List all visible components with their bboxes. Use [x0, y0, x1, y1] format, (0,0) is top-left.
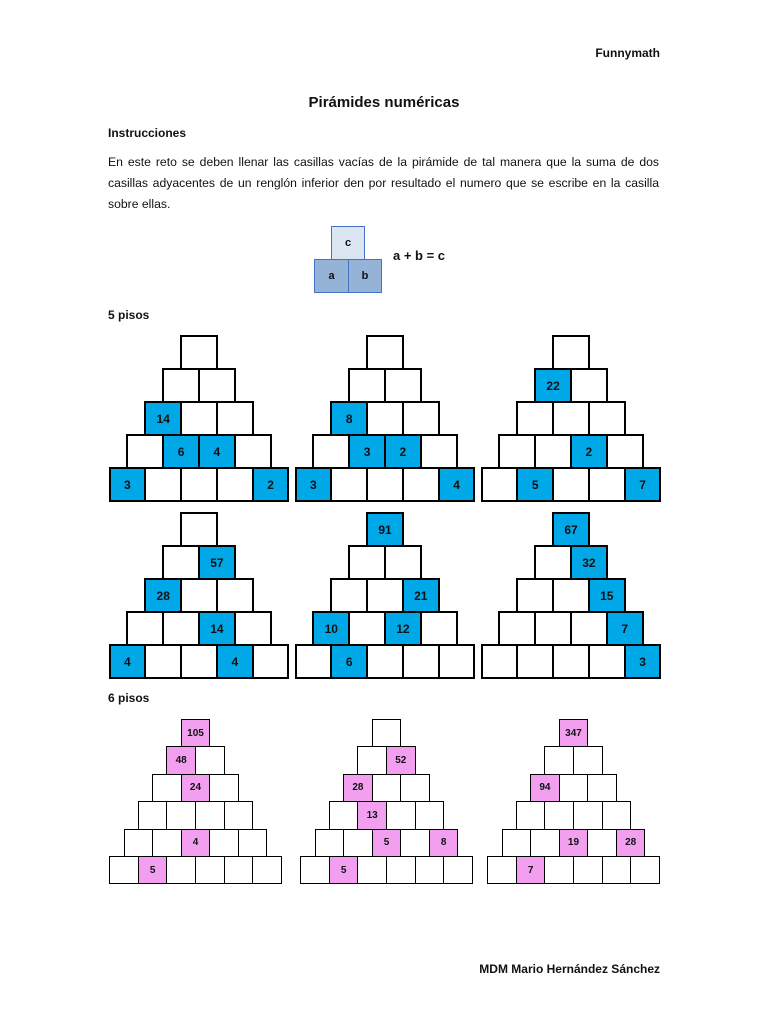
pyramid-cell-given: 105	[181, 719, 211, 747]
pyramid-cell-empty[interactable]	[587, 829, 617, 857]
pyramid-cell-empty[interactable]	[312, 434, 350, 469]
pyramid-cell-given: 4	[109, 644, 147, 679]
pyramid-cell-given: 28	[343, 774, 373, 802]
pyramid-cell-empty[interactable]	[481, 467, 519, 502]
legend-cell-b: b	[348, 259, 382, 293]
pyramid-cell-empty[interactable]	[209, 829, 239, 857]
pyramid-cell-empty[interactable]	[415, 801, 445, 829]
pyramid-cell-empty[interactable]	[329, 801, 359, 829]
pyramid-cell-given: 8	[330, 401, 368, 436]
pyramid-cell-empty[interactable]	[209, 774, 239, 802]
pyramid-cell-empty[interactable]	[252, 856, 282, 884]
pyramid-cell-empty[interactable]	[144, 467, 182, 502]
pyramid-cell-given: 21	[402, 578, 440, 613]
pyramid-cell-given: 13	[357, 801, 387, 829]
pyramid-cell-empty[interactable]	[384, 545, 422, 580]
pyramid-cell-empty[interactable]	[573, 856, 603, 884]
pyramid-cell-given: 12	[384, 611, 422, 646]
pyramid-cell-empty[interactable]	[630, 856, 660, 884]
pyramid-cell-empty[interactable]	[126, 434, 164, 469]
pyramid-cell-empty[interactable]	[570, 611, 608, 646]
pyramid-cell-empty[interactable]	[602, 856, 632, 884]
pyramid-cell-given: 19	[559, 829, 589, 857]
pyramid-cell-empty[interactable]	[216, 401, 254, 436]
instructions-text: En este reto se deben llenar las casillas vacías de la pirámide de tal manera que la suma de dos casillas adyacentes de un renglón inferior den por resultado el numero que se escribe en la casilla sobre ellas.	[108, 155, 659, 211]
pyramid-cell-empty[interactable]	[534, 611, 572, 646]
pyramid-cell-empty[interactable]	[180, 467, 218, 502]
pyramid-cell-empty[interactable]	[366, 401, 404, 436]
pyramid-cell-empty[interactable]	[516, 644, 554, 679]
pyramid-cell-empty[interactable]	[552, 467, 590, 502]
pyramid-cell-given: 6	[162, 434, 200, 469]
pyramid-cell-empty[interactable]	[415, 856, 445, 884]
pyramid-cell-given: 347	[559, 719, 589, 747]
pyramid-cell-empty[interactable]	[400, 829, 430, 857]
pyramid-cell-empty[interactable]	[300, 856, 330, 884]
pyramid-cell-empty[interactable]	[559, 774, 589, 802]
pyramid-cell-empty[interactable]	[402, 467, 440, 502]
pyramid-cell-empty[interactable]	[216, 467, 254, 502]
pyramid-cell-empty[interactable]	[602, 801, 632, 829]
pyramid-cell-given: 4	[216, 644, 254, 679]
pyramid-cell-given: 6	[330, 644, 368, 679]
pyramid-cell-empty[interactable]	[552, 578, 590, 613]
header-brand: Funnymath	[595, 46, 660, 60]
pyramid-cell-given: 7	[516, 856, 546, 884]
pyramid-cell-empty[interactable]	[180, 578, 218, 613]
pyramid-cell-empty[interactable]	[534, 434, 572, 469]
pyramid-cell-given: 91	[366, 512, 404, 547]
pyramid-cell-empty[interactable]	[224, 856, 254, 884]
pyramid-cell-empty[interactable]	[570, 368, 608, 403]
pyramid-cell-empty[interactable]	[138, 801, 168, 829]
pyramid-cell-given: 10	[312, 611, 350, 646]
pyramid-cell-empty[interactable]	[400, 774, 430, 802]
pyramid-cell-empty[interactable]	[180, 401, 218, 436]
pyramid-cell-given: 14	[144, 401, 182, 436]
pyramid-cell-empty[interactable]	[552, 644, 590, 679]
pyramid-cell-empty[interactable]	[534, 545, 572, 580]
pyramid-cell-given: 5	[516, 467, 554, 502]
pyramid-cell-empty[interactable]	[372, 774, 402, 802]
pyramid-cell-empty[interactable]	[498, 611, 536, 646]
section-5-pisos: 5 pisos	[108, 308, 150, 322]
pyramid-cell-given: 48	[166, 746, 196, 774]
pyramid-cell-empty[interactable]	[552, 335, 590, 370]
footer-author: MDM Mario Hernández Sánchez	[479, 962, 660, 976]
pyramid-cell-given: 3	[295, 467, 333, 502]
pyramid-cell-empty[interactable]	[195, 801, 225, 829]
pyramid-cell-empty[interactable]	[487, 856, 517, 884]
pyramid-cell-empty[interactable]	[420, 611, 458, 646]
pyramid-cell-empty[interactable]	[544, 746, 574, 774]
pyramid-cell-empty[interactable]	[386, 856, 416, 884]
pyramid-cell-empty[interactable]	[124, 829, 154, 857]
pyramid-cell-empty[interactable]	[330, 467, 368, 502]
pyramid-cell-empty[interactable]	[366, 644, 404, 679]
section-6-pisos: 6 pisos	[108, 691, 150, 705]
pyramid-cell-empty[interactable]	[162, 368, 200, 403]
pyramid-cell-given: 7	[606, 611, 644, 646]
legend-cell-a: a	[314, 259, 349, 293]
pyramid-cell-empty[interactable]	[348, 545, 386, 580]
pyramid-cell-empty[interactable]	[162, 611, 200, 646]
pyramid-cell-empty[interactable]	[588, 401, 626, 436]
pyramid-cell-empty[interactable]	[315, 829, 345, 857]
pyramid-cell-empty[interactable]	[573, 801, 603, 829]
pyramid-cell-given: 15	[588, 578, 626, 613]
pyramid-cell-given: 3	[109, 467, 147, 502]
pyramid-cell-empty[interactable]	[348, 368, 386, 403]
pyramid-cell-empty[interactable]	[234, 611, 272, 646]
pyramid-cell-empty[interactable]	[516, 401, 554, 436]
pyramid-cell-empty[interactable]	[152, 774, 182, 802]
pyramid-cell-empty[interactable]	[372, 719, 402, 747]
pyramid-cell-empty[interactable]	[348, 611, 386, 646]
pyramid-cell-given: 3	[624, 644, 662, 679]
pyramid-cell-empty[interactable]	[252, 644, 290, 679]
pyramid-cell-given: 32	[570, 545, 608, 580]
pyramid-cell-empty[interactable]	[343, 829, 373, 857]
pyramid-cell-empty[interactable]	[180, 512, 218, 547]
pyramid-cell-empty[interactable]	[224, 801, 254, 829]
pyramid-cell-empty[interactable]	[384, 368, 422, 403]
pyramid-cell-empty[interactable]	[516, 578, 554, 613]
pyramid-cell-given: 4	[198, 434, 236, 469]
pyramid-cell-empty[interactable]	[606, 434, 644, 469]
pyramid-cell-given: 94	[530, 774, 560, 802]
pyramid-cell-given: 2	[384, 434, 422, 469]
pyramid-cell-empty[interactable]	[126, 611, 164, 646]
pyramid-cell-empty[interactable]	[366, 467, 404, 502]
pyramid-cell-empty[interactable]	[443, 856, 473, 884]
pyramid-cell-empty[interactable]	[402, 401, 440, 436]
pyramid-cell-empty[interactable]	[573, 746, 603, 774]
pyramid-cell-given: 14	[198, 611, 236, 646]
pyramid-cell-given: 28	[616, 829, 646, 857]
pyramid-cell-empty[interactable]	[544, 856, 574, 884]
pyramid-cell-empty[interactable]	[198, 368, 236, 403]
pyramid-cell-given: 67	[552, 512, 590, 547]
pyramid-cell-empty[interactable]	[152, 829, 182, 857]
pyramid-cell-given: 2	[252, 467, 290, 502]
pyramid-cell-empty[interactable]	[386, 801, 416, 829]
pyramid-cell-empty[interactable]	[180, 335, 218, 370]
legend-formula: a + b = c	[393, 248, 446, 263]
pyramid-cell-empty[interactable]	[438, 644, 476, 679]
pyramid-cell-empty[interactable]	[588, 467, 626, 502]
pyramid-cell-empty[interactable]	[238, 829, 268, 857]
pyramid-cell-empty[interactable]	[357, 856, 387, 884]
pyramid-cell-empty[interactable]	[498, 434, 536, 469]
pyramid-cell-empty[interactable]	[357, 746, 387, 774]
pyramid-cell-given: 8	[429, 829, 459, 857]
pyramid-cell-empty[interactable]	[502, 829, 532, 857]
pyramid-cell-empty[interactable]	[588, 644, 626, 679]
pyramid-cell-given: 22	[534, 368, 572, 403]
pyramid-cell-empty[interactable]	[544, 801, 574, 829]
pyramid-cell-empty[interactable]	[216, 578, 254, 613]
pyramid-cell-given: 52	[386, 746, 416, 774]
pyramid-cell-given: 2	[570, 434, 608, 469]
page-title: Pirámides numéricas	[308, 94, 460, 111]
pyramid-cell-empty[interactable]	[402, 644, 440, 679]
pyramid-cell-given: 4	[181, 829, 211, 857]
pyramid-cell-empty[interactable]	[195, 746, 225, 774]
pyramid-cell-given: 28	[144, 578, 182, 613]
pyramid-cell-empty[interactable]	[144, 644, 182, 679]
pyramid-cell-given: 7	[624, 467, 662, 502]
pyramid-cell-empty[interactable]	[552, 401, 590, 436]
pyramid-cell-empty[interactable]	[366, 578, 404, 613]
pyramid-cell-empty[interactable]	[295, 644, 333, 679]
pyramid-cell-given: 24	[181, 774, 211, 802]
pyramid-cell-empty[interactable]	[109, 856, 139, 884]
pyramid-cell-empty[interactable]	[516, 801, 546, 829]
legend-cell-c: c	[331, 226, 365, 260]
pyramid-cell-empty[interactable]	[234, 434, 272, 469]
pyramid-cell-empty[interactable]	[330, 578, 368, 613]
pyramid-cell-given: 4	[438, 467, 476, 502]
pyramid-cell-given: 3	[348, 434, 386, 469]
pyramid-cell-given: 5	[329, 856, 359, 884]
pyramid-cell-empty[interactable]	[481, 644, 519, 679]
pyramid-cell-empty[interactable]	[166, 801, 196, 829]
pyramid-cell-empty[interactable]	[587, 774, 617, 802]
instructions-heading: Instrucciones	[108, 126, 187, 140]
pyramid-cell-empty[interactable]	[180, 644, 218, 679]
pyramid-cell-given: 5	[138, 856, 168, 884]
pyramid-cell-empty[interactable]	[166, 856, 196, 884]
pyramid-cell-empty[interactable]	[530, 829, 560, 857]
pyramid-cell-given: 5	[372, 829, 402, 857]
pyramid-cell-empty[interactable]	[162, 545, 200, 580]
pyramid-cell-empty[interactable]	[420, 434, 458, 469]
pyramid-cell-empty[interactable]	[195, 856, 225, 884]
pyramid-cell-given: 57	[198, 545, 236, 580]
pyramid-cell-empty[interactable]	[366, 335, 404, 370]
